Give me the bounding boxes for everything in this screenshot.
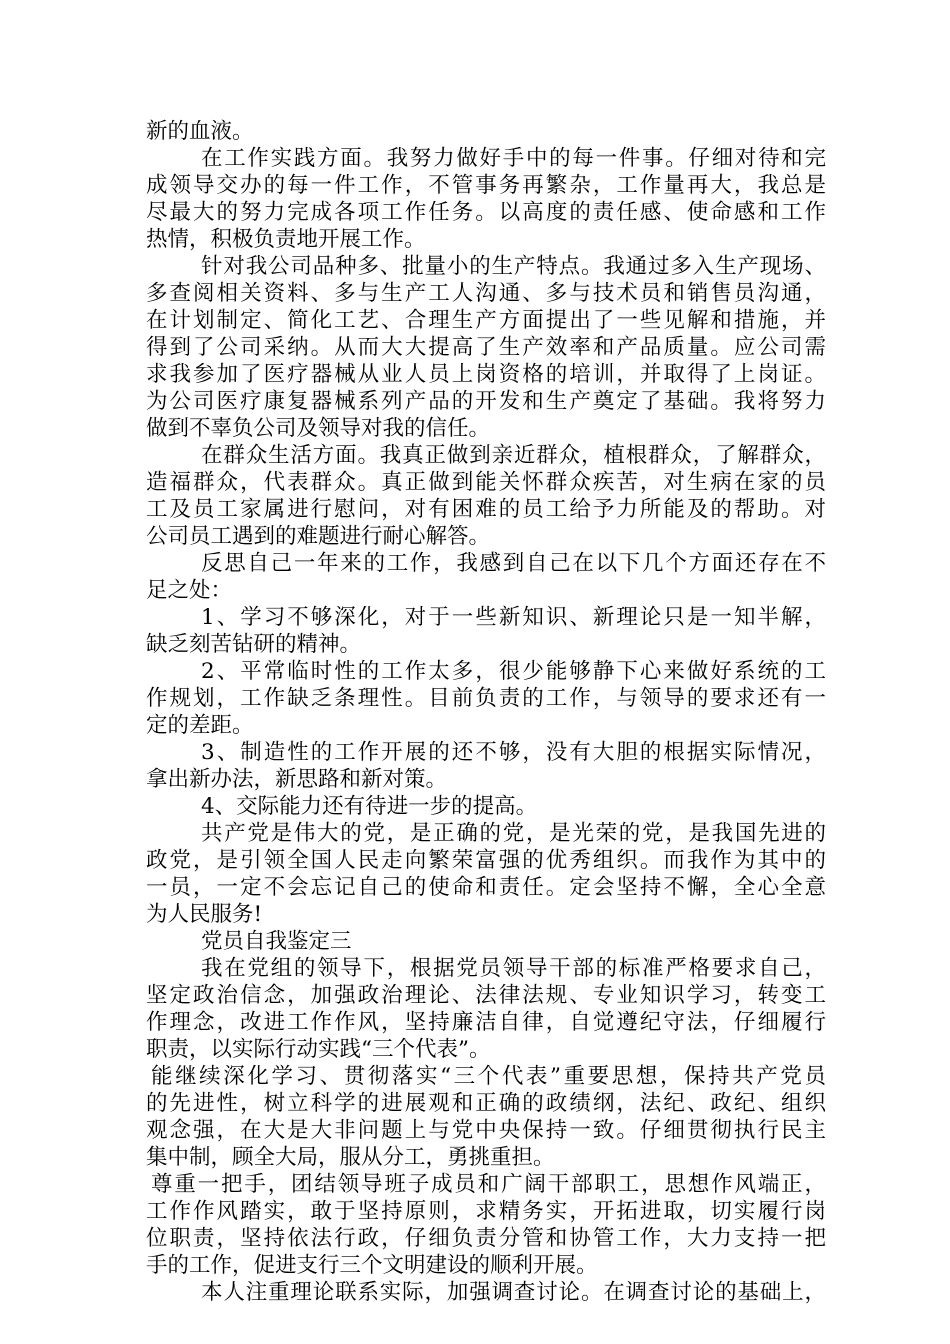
text-line: 坚定政治信念，加强政治理论、法律法规、专业知识学习，转变工 [146, 983, 826, 1008]
text-line: 集中制，顾全大局，服从分工，勇挑重担。 [146, 1145, 555, 1170]
text-line: 反思自己一年来的工作，我感到自己在以下几个方面还存在不 [201, 551, 826, 576]
text-line: 拿出新办法，新思路和新对策。 [146, 767, 448, 792]
text-line: 职责，以实际行动实践“三个代表”。 [146, 1037, 491, 1062]
text-line: 一员，一定不会忘记自己的使命和责任。定会坚持不懈，全心全意 [146, 875, 826, 900]
text-line: 作规划，工作缺乏条理性。目前负责的工作，与领导的要求还有一 [146, 686, 826, 711]
text-line: 足之处： [146, 578, 233, 603]
text-line: 4、交际能力还有待进一步的提高。 [201, 794, 538, 819]
text-line: 工及员工家属进行慰问，对有困难的员工给予力所能及的帮助。对 [146, 497, 826, 522]
text-line: 为人民服务! [146, 902, 263, 927]
text-line: 政党，是引领全国人民走向繁荣富强的优秀组织。而我作为其中的 [146, 848, 826, 873]
text-line: 作理念，改进工作作风，坚持廉洁自律，自觉遵纪守法，仔细履行 [146, 1010, 826, 1035]
text-line: 手的工作，促进支行三个文明建设的顺利开展。 [146, 1253, 598, 1278]
text-line: 我在党组的领导下，根据党员领导干部的标准严格要求自己， [201, 956, 826, 981]
text-line: 缺乏刻苦钻研的精神。 [146, 632, 362, 657]
text-line: 能继续深化学习、贯彻落实“三个代表”重要思想，保持共产党员 [151, 1064, 826, 1089]
text-line: 位职责，坚持依法行政，仔细负责分管和协管工作，大力支持一把 [146, 1226, 826, 1251]
text-line: 的先进性，树立科学的进展观和正确的政绩纲，法纪、政纪、组织 [146, 1091, 826, 1116]
text-line: 成领导交办的每一件工作，不管事务再繁杂，工作量再大，我总是 [146, 173, 826, 198]
text-line: 2、平常临时性的工作太多，很少能够静下心来做好系统的工 [201, 659, 826, 684]
text-line: 观念强，在大是大非问题上与党中央保持一致。仔细贯彻执行民主 [146, 1118, 826, 1143]
text-line: 在工作实践方面。我努力做好手中的每一件事。仔细对待和完 [201, 146, 826, 171]
text-line: 尊重一把手，团结领导班子成员和广阔干部职工，思想作风端正， [151, 1172, 826, 1197]
text-line: 为公司医疗康复器械系列产品的开发和生产奠定了基础。我将努力 [146, 389, 826, 414]
text-line: 新的血液。 [146, 119, 254, 144]
text-line: 在计划制定、简化工艺、合理生产方面提出了一些见解和措施，并 [146, 308, 826, 333]
document-page [146, 118, 826, 1306]
text-line: 1、学习不够深化，对于一些新知识、新理论只是一知半解， [201, 605, 826, 630]
text-line: 做到不辜负公司及领导对我的信任。 [146, 416, 491, 441]
text-line: 公司员工遇到的难题进行耐心解答。 [146, 524, 491, 549]
text-line: 多查阅相关资料、多与生产工人沟通、多与技术员和销售员沟通， [146, 281, 826, 306]
text-line: 工作作风踏实，敢于坚持原则，求精务实，开拓进取，切实履行岗 [146, 1199, 826, 1224]
text-line: 得到了公司采纳。从而大大提高了生产效率和产品质量。应公司需 [146, 335, 826, 360]
text-line: 共产党是伟大的党，是正确的党，是光荣的党，是我国先进的 [201, 821, 826, 846]
text-line: 热情，积极负责地开展工作。 [146, 227, 426, 252]
text-line: 求我参加了医疗器械从业人员上岗资格的培训，并取得了上岗证。 [146, 362, 826, 387]
text-line: 3、制造性的工作开展的还不够，没有大胆的根据实际情况， [201, 740, 826, 765]
text-line: 本人注重理论联系实际，加强调查讨论。在调查讨论的基础上， [201, 1280, 826, 1305]
text-line: 定的差距。 [146, 713, 254, 738]
text-line: 造福群众，代表群众。真正做到能关怀群众疾苦，对生病在家的员 [146, 470, 826, 495]
text-line: 尽最大的努力完成各项工作任务。以高度的责任感、使命感和工作 [146, 200, 826, 225]
text-line: 在群众生活方面。我真正做到亲近群众，植根群众，了解群众， [201, 443, 826, 468]
text-line: 针对我公司品种多、批量小的生产特点。我通过多入生产现场、 [201, 254, 826, 279]
text-line: 党员自我鉴定三 [201, 929, 352, 954]
